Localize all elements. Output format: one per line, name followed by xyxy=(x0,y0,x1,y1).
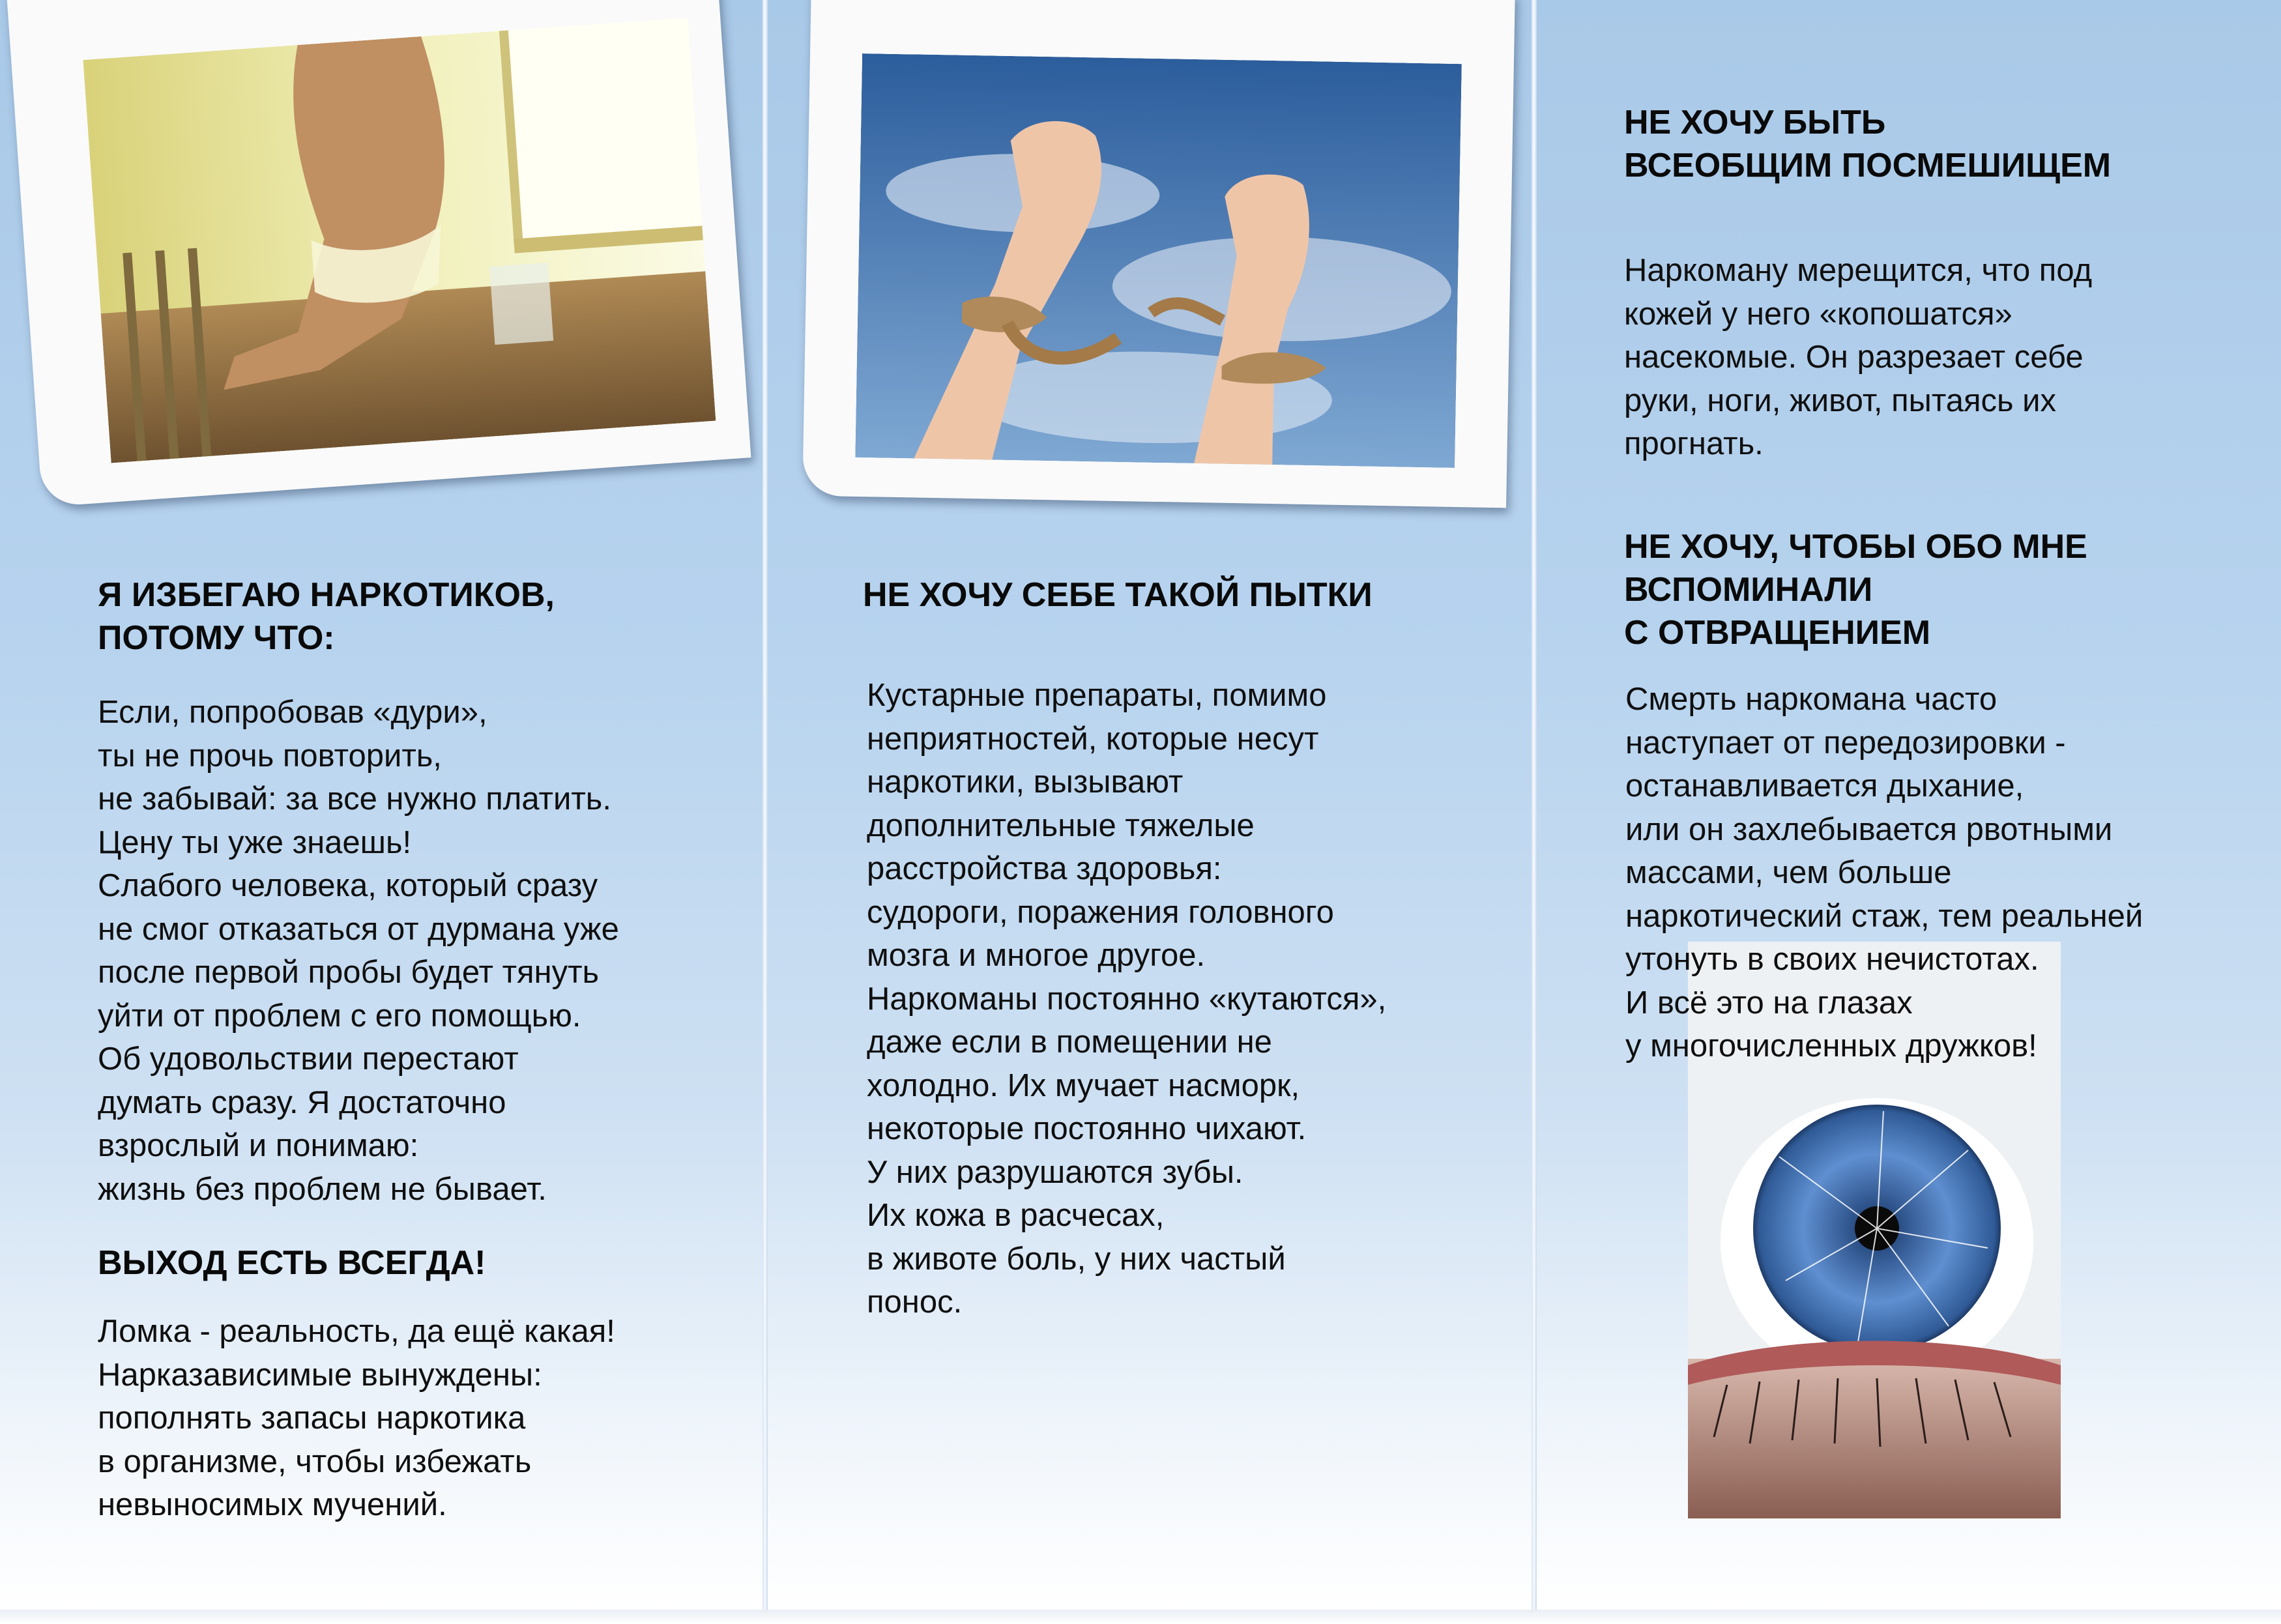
photo-card-boy xyxy=(7,0,751,507)
panel-left xyxy=(0,0,763,1610)
broken-rope-hands-image xyxy=(855,53,1462,468)
heading-way-out: ВЫХОД ЕСТЬ ВСЕГДА! xyxy=(98,1244,486,1282)
heading-disgust: НЕ ХОЧУ, ЧТОБЫ ОБО МНЕ ВСПОМИНАЛИ С ОТВРАЩЕНИЕМ xyxy=(1624,528,2087,652)
body-way-out: Ломка - реальность, да ещё какая! Нарказависимые вынуждены: пополнять запасы наркотика в организме, чтобы избежать невыносимых мучений. xyxy=(98,1314,615,1522)
boy-at-table-image xyxy=(83,18,716,463)
heading-laughingstock: НЕ ХОЧУ БЫТЬ ВСЕОБЩИМ ПОСМЕШИЩЕМ xyxy=(1624,104,2112,184)
body-disgust: Смерть наркомана часто наступает от передозировки - останавливается дыхание, или он захлебывается рвотными массами, чем больше наркотический стаж, тем реальней утонуть в своих нечистотах. И всё это на глазах у многочисленных дружков! xyxy=(1625,682,2143,1064)
heading-no-torture: НЕ ХОЧУ СЕБЕ ТАКОЙ ПЫТКИ xyxy=(863,576,1373,614)
panel-middle xyxy=(768,0,1532,1610)
bottom-edge xyxy=(0,1610,2281,1624)
body-laughingstock: Наркоману мерещится, что под кожей у него «копошатся» насекомые. Он разрезает себе руки, ноги, живот, пытаясь их прогнать. xyxy=(1624,253,2093,461)
body-no-torture: Кустарные препараты, помимо неприятностей, которые несут наркотики, вызывают дополнительные тяжелые расстройства здоровья: судороги, поражения головного мозга и многое другое. Наркоманы постоянно «кутаются», даже если в помещении не холодно. Их мучает насморк, некоторые постоянно чихают. У них разрушаются зубы. Их кожа в расчесах, в животе боль, у них частый понос. xyxy=(867,678,1387,1320)
fold-line-1 xyxy=(763,0,768,1610)
body-avoid-drugs: Если, попробовав «дури», ты не прочь повторить, не забывай: за все нужно платить. Цену ты уже знаешь! Слабого человека, который сразу не смог отказаться от дурмана уже после первой пробы будет тянуть уйти от проблем с его помощью. Об удовольствии перестают думать сразу. Я достаточно взрослый и понимаю: жизнь без проблем не бывает. xyxy=(98,695,619,1207)
photo-boy-at-table xyxy=(83,18,716,463)
heading-avoid-drugs: Я ИЗБЕГАЮ НАРКОТИКОВ, ПОТОМУ ЧТО: xyxy=(98,576,555,657)
photo-card-hands xyxy=(802,0,1515,508)
fold-line-2 xyxy=(1532,0,1537,1610)
photo-broken-rope-hands xyxy=(855,53,1462,468)
panel-right xyxy=(1537,0,2281,1610)
